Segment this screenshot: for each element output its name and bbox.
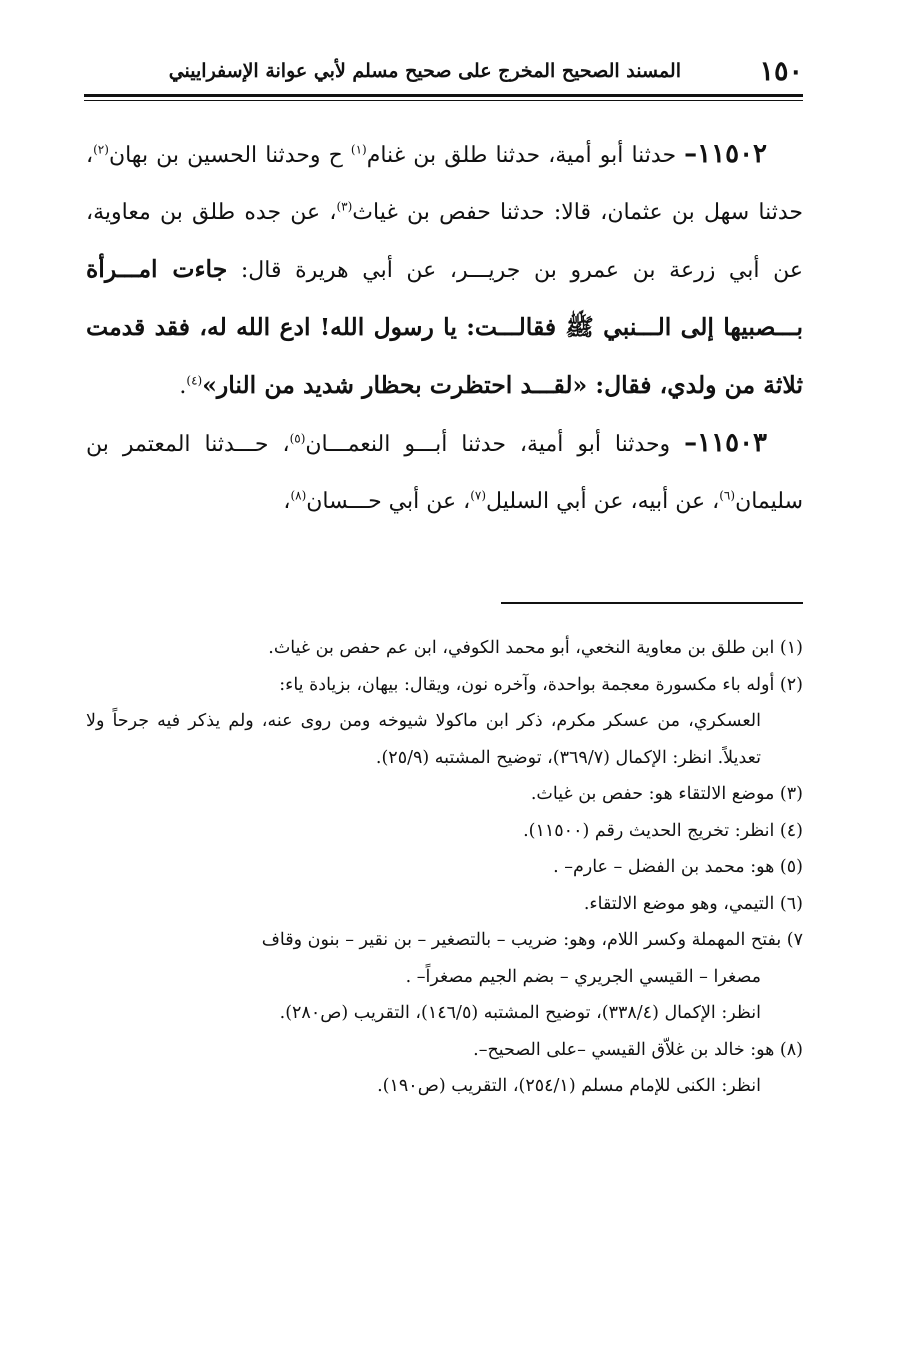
- footnote-ref: (٥): [289, 431, 306, 446]
- footnote-7-refs: انظر: الإكمال (٣٣٨/٤)، توضيح المشتبه (١٤٦/٥)، التقريب (ص٢٨٠).: [279, 1003, 761, 1023]
- isnad-text: ، حدثنا سهل بن عثمان، قالا: حدثنا حفص بن غياث: [86, 143, 803, 225]
- hadith-number: ١١٥٠٣–: [684, 428, 767, 458]
- footnote-ref: (٣): [336, 199, 353, 214]
- footnote-7: ٧) بفتح المهملة وكسر اللام، وهو: ضريب – بالتصغير – بن نقير – بنون وقاف: [261, 930, 803, 950]
- running-title: المسند الصحيح المخرج على صحيح مسلم لأبي عوانة الإسفراييني: [168, 60, 681, 82]
- footnote-5: (٥) هو: محمد بن الفضل – عارم– .: [553, 857, 803, 877]
- isnad-text: ، عن جده طلق بن معاوية، عن أبي زرعة بن عمرو بن جريـــر، عن أبي هريرة قال:: [86, 200, 803, 283]
- footnote-1: (١) ابن طلق بن معاوية النخعي، أبو محمد الكوفي، ابن عم حفص بن غياث.: [268, 638, 803, 658]
- footnotes: [86, 630, 803, 1105]
- hadith-1502: [86, 126, 803, 415]
- footnote-ref: (٤): [186, 373, 203, 388]
- hadith-number: ١١٥٠٢–: [684, 139, 767, 169]
- matn-text: جاءت امـــرأة بـــصبيها إلى الـــنبي ﷺ فقالـــت: يا رسول الله! ادع الله له، فقد قدمت ثلاثة من ولدي، فقال: «لقـــد احتظرت بحظار شديد من النار»: [86, 255, 803, 399]
- footnote-ref: (٢): [93, 142, 109, 157]
- header-rule-thin: [84, 100, 803, 101]
- footnote-ref: (٦): [719, 488, 736, 503]
- isnad-text: ، عن أبي حـــسان: [306, 489, 471, 514]
- isnad-text: وحدثنا أبو أمية، حدثنا أبـــو النعمـــان: [305, 432, 671, 457]
- footnote-2-continued: العسكري، من عسكر مكرم، ذكر ابن ماكولا شيوخه ومن روى عنه، ولم يذكر فيه جرحاً ولا تعديلاً. انظر: الإكمال (٣٦٩/٧)، توضيح المشتبه (٢٥/٩).: [86, 711, 761, 768]
- footnote-ref: (١): [350, 142, 367, 157]
- footnote-6: (٦) التيمي، وهو موضع الالتقاء.: [583, 893, 803, 914]
- header-rule: [84, 94, 803, 97]
- footnote-ref: (٧): [470, 488, 487, 503]
- footnote-3: (٣) موضع الالتقاء هو: حفص بن غياث.: [530, 784, 803, 804]
- footnote-8-refs: انظر: الكنى للإمام مسلم (٢٥٤/١)، التقريب (ص١٩٠).: [377, 1076, 761, 1096]
- page-number: ١٥٠: [759, 56, 803, 87]
- isnad-text: ، عن أبيه، عن أبي السليل: [486, 489, 720, 514]
- hadith-1503: [86, 415, 803, 530]
- footnote-separator: [501, 602, 803, 604]
- footnote-8: (٨) هو: خالد بن غلاّق القيسي –على الصحيح–.: [473, 1039, 803, 1060]
- footnote-4: (٤) انظر: تخريج الحديث رقم (١١٥٠٠).: [523, 820, 803, 841]
- footnote-7-continued: مصغرا – القيسي الجريري – بضم الجيم مصغراً– .: [405, 966, 761, 987]
- end-punct: ،: [283, 489, 291, 514]
- end-punct: .: [179, 374, 187, 399]
- footnote-2: (٢) أوله باء مكسورة معجمة بواحدة، وآخره نون، ويقال: بيهان، بزيادة ياء:: [279, 674, 803, 695]
- main-text: [86, 126, 803, 530]
- footnote-ref: (٨): [290, 488, 307, 503]
- isnad-text: ح وحدثنا الحسين بن بهان: [108, 143, 343, 168]
- isnad-text: حدثنا أبو أمية، حدثنا طلق بن غنام: [366, 143, 677, 168]
- isnad-text: ، حـــدثنا المعتمر بن سليمان: [86, 432, 803, 514]
